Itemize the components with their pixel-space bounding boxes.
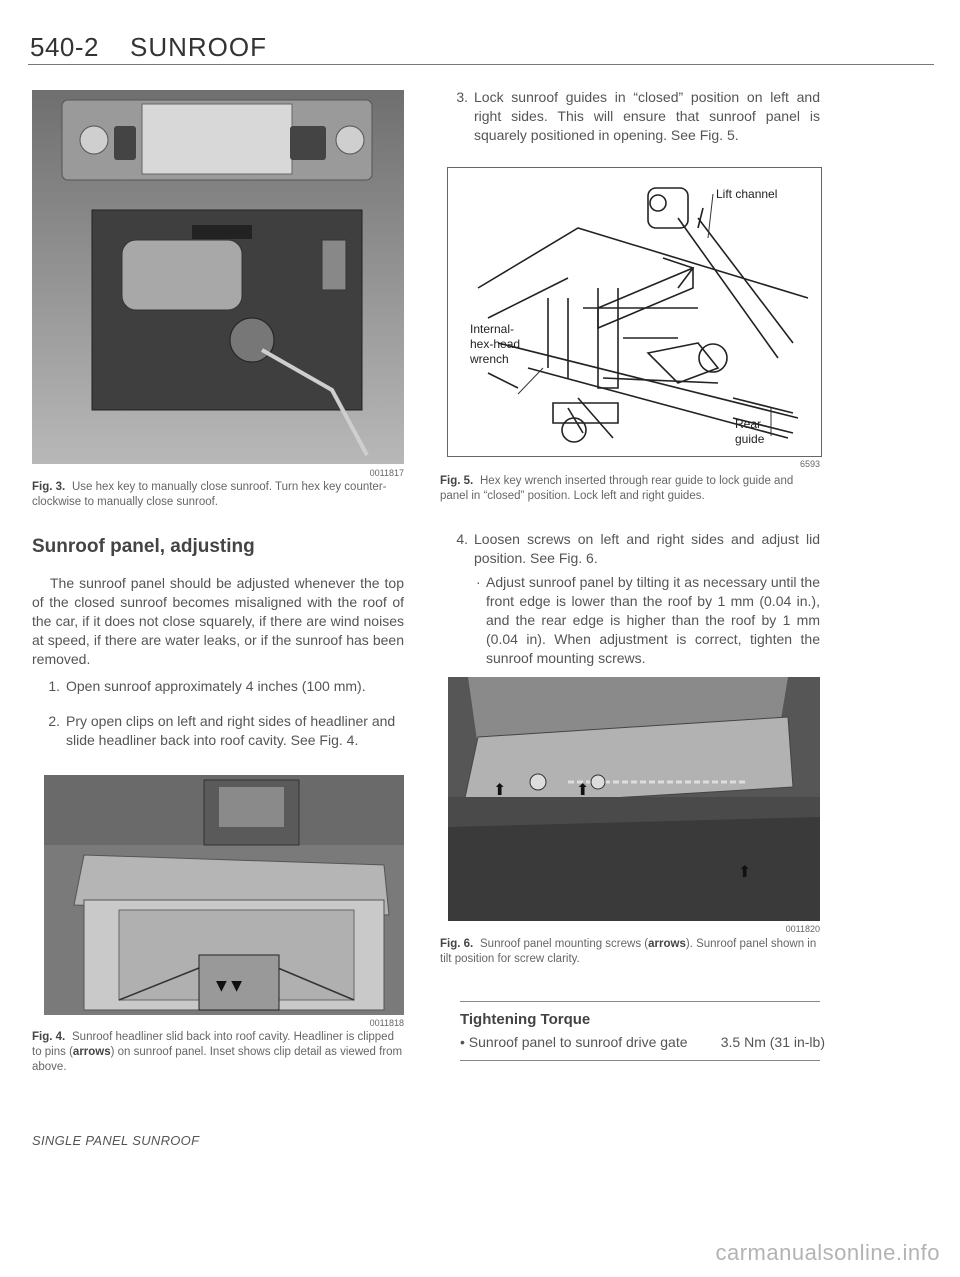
fig5-callout-rear-1: Rear: [735, 417, 762, 431]
fig4-caption-before: Sunroof headliner slid back into roof cavity. Headliner is clipped to pins (: [32, 1031, 394, 1058]
step-2-text: Pry open clips on left and right sides of headliner and slide headliner back into roof cavity. See Fig. 4.: [66, 713, 396, 748]
svg-text:⬆: ⬆: [738, 862, 752, 881]
step-3: [440, 88, 820, 145]
torque-value: 3.5 Nm (31 in-lb): [720, 1034, 825, 1050]
fig3-caption-text: Use hex key to manually close sunroof. Turn hex key counter-clockwise to manually close sunroof.: [32, 481, 387, 508]
fig3-image-id: 0011817: [369, 468, 404, 478]
fig5-callout-wrench-3: wrench: [470, 352, 509, 366]
svg-text:⬆: ⬆: [493, 780, 507, 799]
step-4-number: 4.: [456, 531, 468, 547]
fig6-caption: [440, 937, 820, 967]
watermark: carmanualsonline.info: [715, 1240, 940, 1265]
section-title: SUNROOF: [130, 32, 267, 62]
fig6-caption-before: Sunroof panel mounting screws (: [480, 938, 649, 950]
fig6-label: Fig. 6.: [440, 938, 474, 950]
fig4-caption: [32, 1030, 404, 1075]
fig4-photo: [44, 775, 404, 1015]
step-4-bullet: [476, 573, 820, 668]
fig5-diagram: [447, 167, 822, 457]
svg-text:⬆: ⬆: [576, 780, 590, 799]
step-4-text: Loosen screws on left and right sides and adjust lid position. See Fig. 6.: [474, 531, 820, 566]
step-2: [32, 712, 404, 750]
fig3-caption: [32, 480, 404, 510]
step-2-number: 2.: [48, 713, 60, 729]
bullet-icon: ·: [476, 574, 481, 590]
fig5-callout-rear-2: guide: [735, 432, 765, 446]
fig3-photo: [32, 90, 404, 464]
header-rule: [28, 64, 934, 65]
fig5-caption: [440, 474, 820, 504]
intro-paragraph: The sunroof panel should be adjusted whenever the top of the closed sunroof becomes misaligned with the roof of the car, if it does not close squarely, if there are wind noises at speed, if there are water leaks, or if the sunroof has been removed.: [32, 575, 404, 667]
step-1-number: 1.: [48, 678, 60, 694]
fig5-callout-lift-channel: Lift channel: [716, 187, 778, 201]
fig4-label: Fig. 4.: [32, 1031, 66, 1043]
fig4-caption-after: ) on sunroof panel. Inset shows clip detail as viewed from above.: [32, 1046, 403, 1073]
step-3-text: Lock sunroof guides in “closed” position on left and right sides. This will ensure that sunroof panel is squarely positioned in opening. See Fig. 5.: [474, 89, 820, 143]
step-3-number: 3.: [456, 89, 468, 105]
torque-top-rule: [460, 1001, 820, 1002]
step-4-bullet-text: Adjust sunroof panel by tilting it as necessary until the front edge is lower than the roof by 1 mm (0.04 in.), and the rear edge is higher than the roof by 1 mm (0.04 in). When adjustment is correct, tighten the sunroof mounting screws.: [486, 574, 820, 666]
fig3-label: Fig. 3.: [32, 481, 66, 493]
page-number: 540-2: [30, 32, 99, 62]
fig6-caption-bold: arrows: [648, 938, 686, 950]
fig5-callout-wrench-1: Internal-: [470, 322, 515, 336]
fig5-callout-wrench-2: hex-head: [470, 337, 521, 351]
fig6-photo: [448, 677, 820, 921]
fig5-caption-text: Hex key wrench inserted through rear guide to lock guide and panel in “closed” position. Lock left and right guides.: [440, 475, 794, 502]
svg-text:▼ ▼: ▼ ▼: [216, 978, 242, 994]
torque-item: • Sunroof panel to sunroof drive gate: [460, 1034, 688, 1050]
step-4: [440, 530, 820, 568]
torque-heading: Tightening Torque: [460, 1011, 591, 1028]
fig5-label: Fig. 5.: [440, 475, 474, 487]
step-1-text: Open sunroof approximately 4 inches (100 mm).: [66, 678, 366, 694]
fig6-caption-after: ). Sunroof panel shown in tilt position for screw clarity.: [440, 938, 817, 965]
torque-row: [460, 1034, 825, 1050]
step-1: [32, 677, 404, 696]
torque-bottom-rule: [460, 1060, 820, 1061]
fig5-image-id: 6593: [799, 459, 820, 469]
fig4-caption-bold: arrows: [72, 1046, 111, 1058]
fig6-image-id: 0011820: [785, 924, 820, 934]
footer-text: SINGLE PANEL SUNROOF: [32, 1133, 200, 1148]
section-heading: Sunroof panel, adjusting: [32, 536, 255, 557]
fig4-image-id: 0011818: [369, 1018, 404, 1028]
